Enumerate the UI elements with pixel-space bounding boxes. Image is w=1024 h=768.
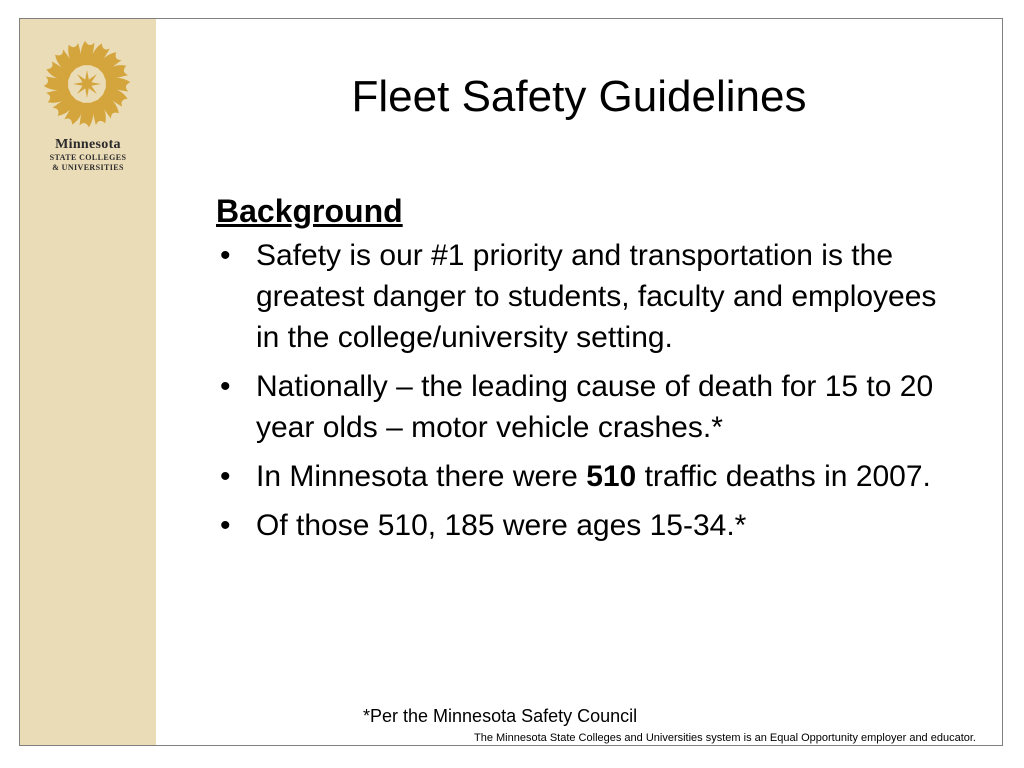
logo-line-minnesota: Minnesota — [55, 137, 121, 152]
bullet-text-after: traffic deaths in 2007. — [636, 460, 931, 493]
bullet-list — [216, 235, 956, 546]
logo-wordmark — [20, 137, 156, 173]
slide — [19, 18, 1003, 746]
bullet-item — [216, 235, 956, 358]
bullet-item — [216, 366, 956, 448]
slide-title: Fleet Safety Guidelines — [351, 72, 807, 121]
bullet-marker: • — [220, 370, 231, 403]
bullet-text: Nationally – the leading cause of death for 15 to 20 year olds – motor vehicle crashes.* — [256, 370, 934, 444]
logo-line-universities: & UNIVERSITIES — [52, 163, 124, 172]
bullet-item — [216, 456, 956, 497]
section-heading: Background — [216, 193, 403, 229]
bullet-marker: • — [220, 460, 231, 493]
footer-notice: The Minnesota State Colleges and Universities system is an Equal Opportunity employer and educator. — [474, 732, 976, 744]
footnote: *Per the Minnesota Safety Council — [363, 706, 638, 726]
star-sunburst-icon — [40, 37, 134, 131]
bullet-item — [216, 505, 956, 546]
logo-line-state-colleges: STATE COLLEGES — [49, 153, 127, 162]
bullet-marker: • — [220, 509, 231, 542]
slide-content — [216, 189, 956, 554]
sidebar-band — [20, 19, 156, 745]
bullet-text-before: In Minnesota there were — [256, 460, 587, 493]
bullet-bold-number: 510 — [586, 460, 637, 493]
bullet-text: Of those 510, 185 were ages 15-34.* — [256, 509, 747, 542]
bullet-marker: • — [220, 239, 231, 272]
bullet-text: Safety is our #1 priority and transportation is the greatest danger to students, faculty and employees in the college/university setting. — [256, 239, 937, 354]
